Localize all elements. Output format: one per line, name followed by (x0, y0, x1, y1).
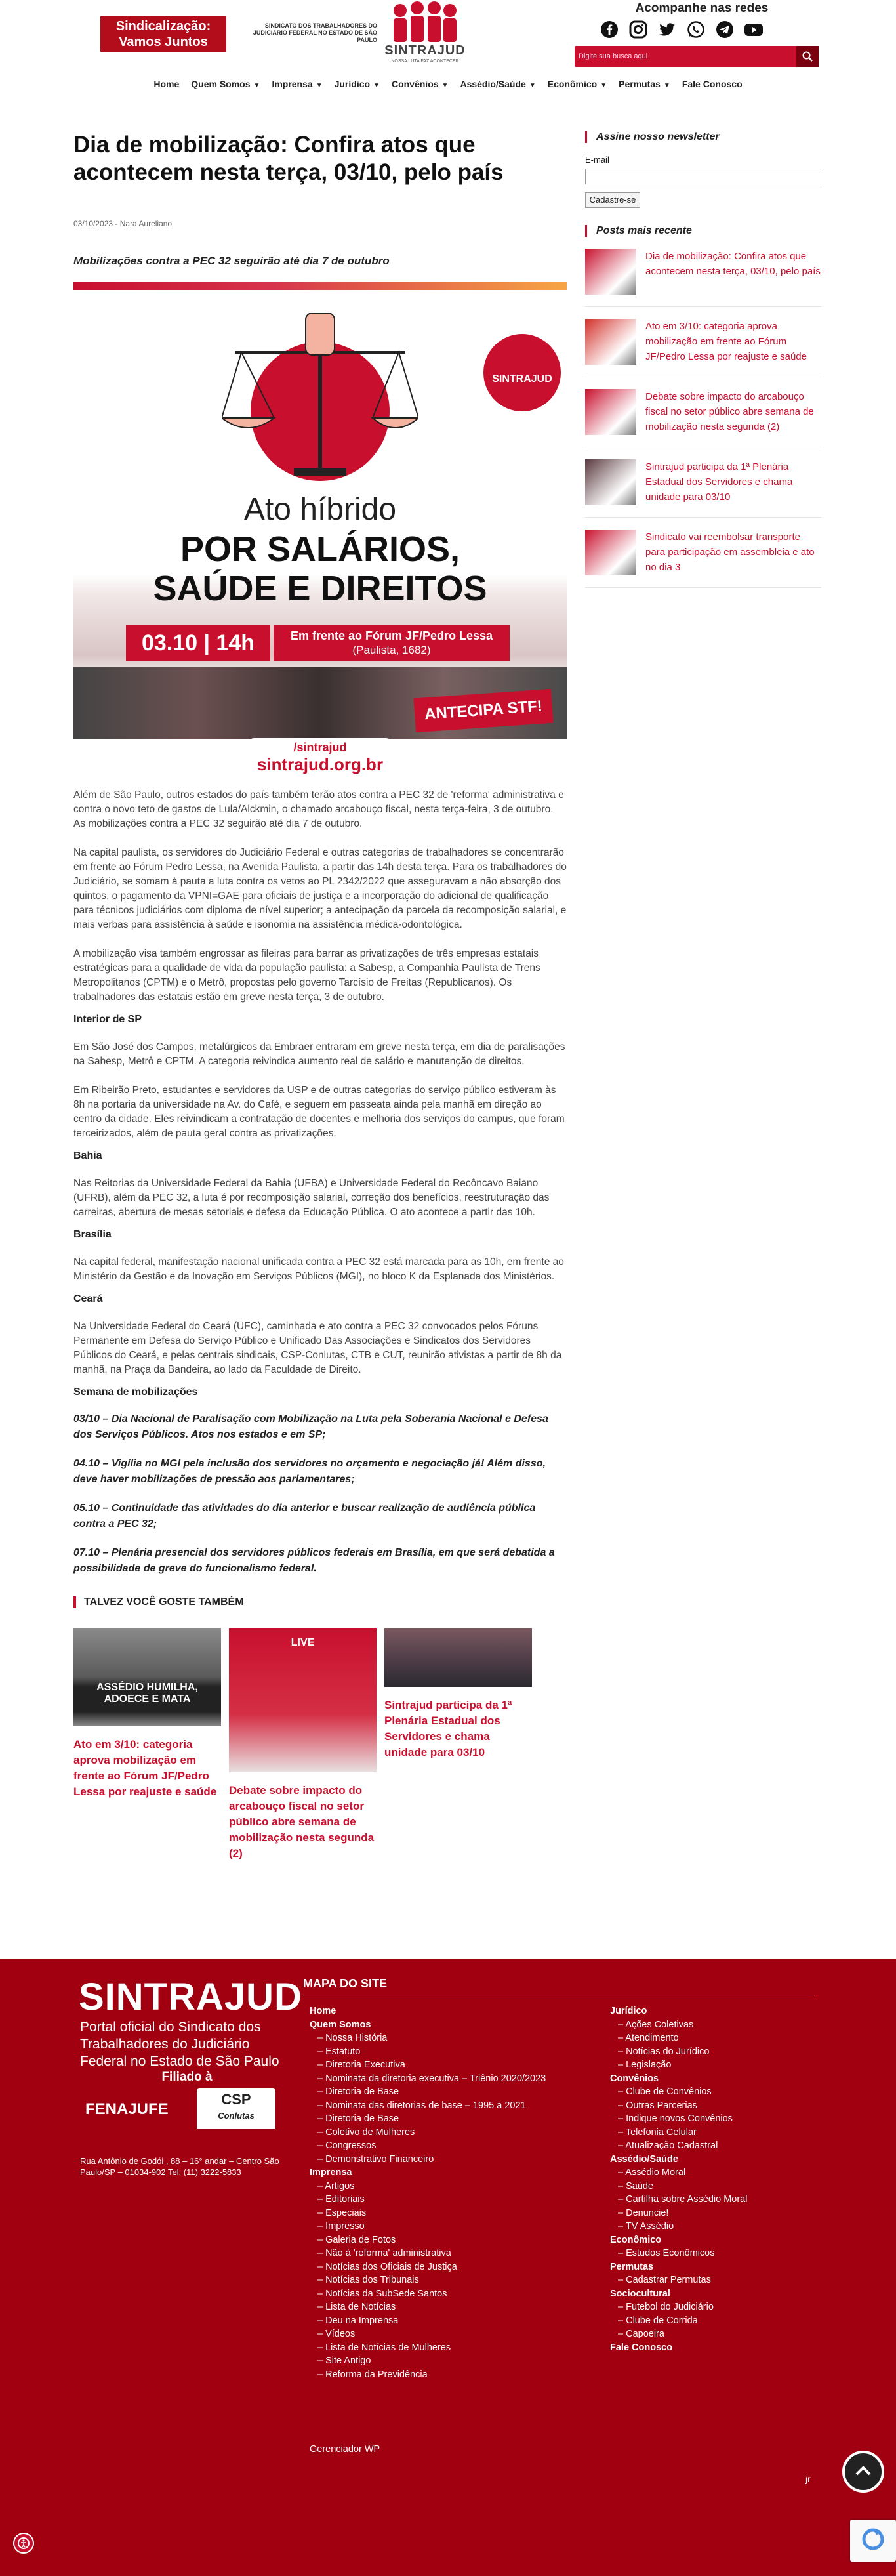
hero-date: 03.10 | 14h (126, 625, 270, 661)
sitemap-link[interactable]: – Editoriais (317, 2194, 365, 2205)
sitemap-link[interactable]: – Notícias dos Tribunais (317, 2275, 419, 2285)
article-meta: 03/10/2023 - Nara Aureliano (73, 219, 173, 228)
hero-line3: SAÚDE E DIREITOS (153, 569, 487, 608)
scales-of-justice-icon (222, 313, 418, 490)
recent-post-thumbnail[interactable] (585, 459, 636, 505)
sitemap-link[interactable]: – Nossa História (317, 2033, 388, 2043)
schedule-item: 03/10 – Dia Nacional de Paralisação com Mobilização na Luta pela Soberania Nacional e Defesa dos Serviços Públicos. Atos nos estados e em SP; (73, 1413, 548, 1440)
nav-item-label: Home (153, 79, 180, 89)
chevron-down-icon: ▼ (529, 82, 536, 89)
sitemap-link[interactable]: – Artigos (317, 2180, 355, 2192)
sitemap-link[interactable]: – Impresso (317, 2221, 365, 2232)
badge-line1: Sindicalização: (115, 19, 211, 33)
recent-post-thumbnail[interactable] (585, 389, 636, 435)
schedule-item: 04.10 – Vigília no MGI pela inclusão dos servidores no orçamento e negociação já! Além disso, deve haver mobilizações de pressão aos parlamentares; (73, 1458, 546, 1485)
article-subtitle: Mobilizações contra a PEC 32 seguirão até dia 7 de outubro (73, 255, 390, 267)
schedule-item: 07.10 – Plenária presencial dos servidores públicos federais em Brasília, em que será debatida a possibilidade de greve do funcionalismo federal. (73, 1547, 555, 1574)
article-body (73, 788, 567, 1577)
sitemap-link[interactable]: – Ações Coletivas (618, 2019, 694, 2030)
badge-line2: Vamos Juntos (119, 35, 208, 49)
recent-post-title[interactable]: Debate sobre impacto do arcabouço fiscal no setor público abre semana de mobilização nesta segunda (2) (645, 391, 814, 432)
chevron-up-icon (853, 2462, 873, 2482)
sitemap-link[interactable]: – Notícias da SubSede Santos (317, 2288, 447, 2299)
logo-slogan: NOSSA LUTA FAZ ACONTECER (391, 59, 459, 64)
sitemap-link[interactable]: – Nominata das diretorias de base – 1995 a 2021 (317, 2100, 526, 2111)
gerenciador-link[interactable]: Gerenciador WP (310, 2444, 380, 2455)
hero-web-box (245, 738, 395, 774)
paragraph: Na Universidade Federal do Ceará (UFC), caminhada e ato contra a PEC 32 convocados pelos Fóruns Permanente em Defesa do Serviço Público e Unificado Das Associações e Sindicatos dos Servidores Públicos do Ceará, e pelas centrais sindicais, CSP-Conlutas, CTB e CUT, reunirão ativistas a partir de 8h da manhã, na Praça da Bandeira, ao lado da Faculdade de Direito. (73, 1321, 562, 1375)
nav-item-label: Jurídico (334, 79, 371, 89)
sitemap-group[interactable]: Econômico (610, 2234, 662, 2245)
paragraph: Nas Reitorias da Universidade Federal da Bahia (UFBA) e Universidade Federal do Recôncavo Baiano (UFRB), além da PEC 32, a luta é por recomposição salarial, correção dos benefícios, reestruturação das carreiras, abertura de mesas setoriais e defesa da Educação Pública. O ato acontece a partir das 10h. (73, 1178, 550, 1218)
sitemap-link[interactable]: – Outras Parcerias (618, 2100, 697, 2111)
sitemap-link[interactable]: – TV Assédio (618, 2221, 674, 2232)
section-heading: Bahia (73, 1150, 102, 1161)
hero-protest-banner: ANTECIPA STF! (413, 689, 553, 733)
sitemap-link[interactable]: – Congressos (317, 2140, 377, 2151)
footer-filiado: Filiado à (161, 2070, 213, 2084)
sitemap-column-1 (310, 2005, 546, 2381)
nav-item-label: Fale Conosco (682, 79, 743, 89)
sitemap-group[interactable]: Sociocultural (610, 2288, 670, 2299)
back-to-top-button[interactable] (842, 2451, 884, 2493)
footer-jr: jr (805, 2474, 811, 2484)
footer-address: Rua Antônio de Godói , 88 – 16° andar – Centro São Paulo/SP – 01034-902 Tel: (11) 3222-5833 (80, 2156, 279, 2177)
sitemap-link[interactable]: – Telefonia Celular (618, 2127, 697, 2138)
recent-post-title[interactable]: Ato em 3/10: categoria aprova mobilização em frente ao Fórum JF/Pedro Lessa por reajuste e saúde (645, 321, 807, 362)
hero-line1: Ato híbrido (243, 492, 397, 527)
sitemap-link[interactable]: – Galeria de Fotos (317, 2234, 396, 2245)
sitemap-link[interactable]: – Assédio Moral (618, 2167, 686, 2178)
related-post-title[interactable]: Sintrajud participa da 1ª Plenária Estadual dos Servidores e chama unidade para 03/10 (384, 1699, 512, 1758)
sitemap-link[interactable]: – Diretoria de Base (317, 2087, 399, 2097)
csp-logo-text: CSP (221, 2091, 251, 2108)
sidebar (585, 131, 821, 588)
sitemap-link[interactable]: – Estatuto (317, 2046, 361, 2057)
section-heading: Ceará (73, 1293, 103, 1304)
nav-item-label: Econômico (547, 79, 598, 89)
nav-item-ass-dio-sa-de[interactable] (460, 79, 535, 89)
search-bar (575, 46, 819, 67)
sitemap-group[interactable]: Permutas (610, 2261, 654, 2272)
sindicalizacao-badge[interactable] (100, 16, 226, 52)
paragraph: Na capital paulista, os servidores do Judiciário Federal e outras categorias de trabalhadores se concentrarão em frente ao Fórum Pedro Lessa, na Avenida Paulista, a partir das 14h desta terça. Para os trabalhadores do Judiciário, se somam à pauta a luta contra os vetos ao PL 2342/2022 que asseguravam a não absorção dos quintos, o pagamento da VPNI=GAE para oficiais de justiça e a incorporação do adicional de qualificação para técnicos judiciários com diploma de nível superior; a antecipação da parcela da recomposição salarial, e mais verbas para assistência à saúde e isonomia na assistência médica-odontológica. (73, 847, 567, 930)
hero-line2: POR SALÁRIOS, (180, 530, 460, 569)
sitemap-link[interactable]: – Cadastrar Permutas (618, 2275, 711, 2285)
nav-item-label: Permutas (619, 79, 661, 89)
sitemap-link[interactable]: – Nominata da diretoria executiva – Triênio 2020/2023 (317, 2073, 546, 2084)
sitemap-link[interactable]: – Coletivo de Mulheres (317, 2127, 415, 2138)
related-post-card[interactable] (229, 1628, 377, 1861)
hero-image (73, 300, 567, 774)
sitemap-link[interactable]: – Saúde (618, 2180, 654, 2192)
sitemap-link[interactable]: – Lista de Notícias (317, 2302, 396, 2312)
chevron-down-icon: ▼ (441, 82, 449, 89)
nav-item-home[interactable] (153, 79, 179, 89)
section-heading: Interior de SP (73, 1014, 142, 1025)
related-post-title[interactable]: Debate sobre impacto do arcabouço fiscal no setor público abre semana de mobilização nesta segunda (2) (229, 1784, 375, 1859)
sitemap-group[interactable]: Fale Conosco (610, 2342, 673, 2353)
hero-logo-circle: SINTRAJUD (483, 334, 561, 411)
sitemap-link[interactable]: – Atendimento (618, 2033, 679, 2043)
search-button[interactable] (796, 46, 819, 67)
sitemap-link[interactable]: – Cartilha sobre Assédio Moral (618, 2194, 748, 2205)
related-post-card[interactable] (73, 1628, 221, 1861)
sitemap-link[interactable]: – Site Antigo (317, 2356, 371, 2366)
sitemap-link[interactable]: – Capoeira (618, 2329, 664, 2339)
sitemap-link[interactable]: – Vídeos (317, 2329, 356, 2339)
subscribe-button[interactable]: Cadastre-se (585, 192, 640, 208)
paragraph: A mobilização visa também engrossar as fileiras para barrar as privatizações de três empresas estatais estratégicas para a qualidade de vida da população paulista: a Sabesp, a Companhia Paulista de Trens Metropolitanos (CPTM) e o Metrô, propostas pelo governo Tarcísio de Freitas (Republicanos). Os trabalhadores das estatais estão em greve nesta terça, 3 de outubro. (73, 948, 540, 1003)
chevron-down-icon: ▼ (600, 82, 607, 89)
sitemap-link[interactable]: – Não à 'reforma' administrativa (317, 2248, 451, 2258)
article (73, 131, 567, 1861)
whatsapp-icon[interactable] (686, 20, 706, 39)
recent-post-thumbnail[interactable] (585, 249, 636, 295)
related-post-image[interactable] (73, 1628, 221, 1726)
sitemap-link[interactable]: – Reforma da Previdência (317, 2369, 428, 2380)
nav-item-conv-nios[interactable] (392, 79, 448, 89)
related-post-card[interactable] (384, 1628, 532, 1861)
sitemap-link[interactable]: – Notícias do Jurídico (618, 2046, 710, 2057)
recent-post-thumbnail[interactable] (585, 319, 636, 365)
site-header (0, 0, 896, 105)
related-post-image-text: ASSÉDIO HUMILHA, ADOECE E MATA (96, 1682, 198, 1705)
recent-post-item[interactable] (585, 237, 821, 307)
recent-post-title[interactable]: Sindicato vai reembolsar transporte para participação em assembleia e ato no dia 3 (645, 531, 815, 573)
recaptcha-badge[interactable] (850, 2520, 896, 2562)
nav-item-jur-dico[interactable] (335, 79, 380, 89)
recent-post-item[interactable] (585, 307, 821, 377)
sitemap-link[interactable]: – Legislação (618, 2060, 672, 2070)
recent-post-item[interactable] (585, 518, 821, 588)
hero-location-sub: (Paulista, 1682) (352, 644, 431, 656)
recent-post-title[interactable]: Sintrajud participa da 1ª Plenária Estadual dos Servidores e chama unidade para 03/10 (645, 461, 793, 503)
article-title: Dia de mobilização: Confira atos que acontecem nesta terça, 03/10, pelo país (73, 132, 504, 185)
search-icon (802, 51, 813, 62)
twitter-icon[interactable] (657, 20, 677, 39)
recent-posts-title: Posts mais recente (585, 225, 821, 237)
paragraph: Na capital federal, manifestação nacional unificada contra a PEC 32 está marcada para as 10h, em frente ao Ministério da Gestão e da Inovação em Serviços Públicos (MGI), no bloco K da Esplanada dos Ministérios. (73, 1257, 564, 1282)
section-heading: Semana de mobilizações (73, 1386, 198, 1398)
sitemap-group[interactable]: Imprensa (310, 2167, 352, 2178)
csp-logo-sub: Conlutas (218, 2111, 255, 2121)
chevron-down-icon: ▼ (663, 82, 670, 89)
recent-posts-list (585, 237, 821, 588)
chevron-down-icon: ▼ (316, 82, 323, 89)
related-post-image[interactable] (229, 1628, 377, 1772)
paragraph: Em Ribeirão Preto, estudantes e servidores da USP e de outras categorias do serviço público estiveram às 8h na portaria da universidade na Av. do Café, e seguem em passeata ainda pela manhã em direção ao centro da cidade. Eles reivindicam a contratação de docentes e melhoria dos serviços do campus, que foram terceirizados, além de pauta geral contra as privatizações. (73, 1085, 565, 1139)
recaptcha-icon (860, 2526, 886, 2552)
sitemap-link[interactable]: – Diretoria Executiva (317, 2060, 405, 2070)
logo-name: SINTRAJUD (384, 43, 466, 58)
related-post-image[interactable] (384, 1628, 532, 1687)
logo-text: SINDICATO DOS TRABALHADORES DO JUDICIÁRIO FEDERAL NO ESTADO DE SÃO PAULO (253, 22, 377, 43)
nav-item-label: Convênios (391, 79, 439, 89)
sitemap-link[interactable]: – Especiais (317, 2207, 367, 2218)
sitemap-link[interactable]: – Deu na Imprensa (317, 2315, 399, 2326)
paragraph: Em São José dos Campos, metalúrgicos da Embraer entraram em greve nesta terça, em dia de paralisações na Sabesp, Metrô e CPTM. A categoria reivindica aumento real de salário e manutenção de direitos. (73, 1041, 565, 1067)
related-posts (73, 1628, 567, 1861)
instagram-icon[interactable] (628, 20, 648, 39)
sitemap-link[interactable]: – Diretoria de Base (317, 2113, 399, 2124)
section-heading: Brasília (73, 1229, 112, 1240)
nav-item-label: Quem Somos (191, 79, 251, 89)
chevron-down-icon: ▼ (373, 82, 380, 89)
sitemap-link[interactable]: – Denuncie! (618, 2207, 669, 2218)
nav-item-fale-conosco[interactable] (682, 79, 743, 89)
sitemap-link[interactable]: – Futebol do Judiciário (618, 2302, 714, 2312)
fenajufe-logo[interactable]: FENAJUFE (85, 2100, 169, 2118)
sitemap-group[interactable]: Quem Somos (310, 2019, 371, 2030)
accessibility-icon (17, 2537, 30, 2550)
hero-web-site: sintrajud.org.br (256, 755, 384, 774)
email-field[interactable] (585, 169, 821, 184)
hero-web-handle: /sintrajud (293, 741, 347, 754)
sitemap-link[interactable]: – Atualização Cadastral (618, 2140, 718, 2151)
social-icons (600, 20, 764, 39)
related-title: TALVEZ VOCÊ GOSTE TAMBÉM (73, 1596, 567, 1608)
social-title: Acompanhe nas redes (635, 1, 769, 15)
sitemap-link[interactable]: – Notícias dos Oficiais de Justiça (317, 2261, 457, 2272)
nav-item-permutas[interactable] (619, 79, 670, 89)
recent-post-thumbnail[interactable] (585, 530, 636, 575)
recent-post-title[interactable]: Dia de mobilização: Confira atos que acontecem nesta terça, 03/10, pelo país (645, 251, 821, 277)
footer-brand: SINTRAJUD (79, 1976, 302, 2018)
sitemap-link[interactable]: – Demonstrativo Financeiro (317, 2153, 434, 2165)
hero-location (274, 625, 510, 661)
hero-headline (73, 530, 567, 608)
sitemap-link[interactable]: – Estudos Econômicos (618, 2248, 715, 2258)
sitemap-title: MAPA DO SITE (303, 1977, 815, 1995)
nav-item-econ-mico[interactable] (548, 79, 607, 89)
hero-location-main: Em frente ao Fórum JF/Pedro Lessa (290, 629, 493, 642)
accessibility-button[interactable] (13, 2533, 34, 2554)
sitemap-link[interactable]: – Indique novos Convênios (618, 2113, 733, 2124)
schedule-item: 05.10 – Continuidade das atividades do dia anterior e buscar realização de audiência pública contra a PEC 32; (73, 1503, 536, 1529)
sitemap-column-2 (610, 2005, 747, 2354)
nav-item-quem-somos[interactable] (191, 79, 260, 89)
nav-item-label: Imprensa (272, 79, 313, 89)
telegram-icon[interactable] (715, 20, 735, 39)
related-post-title[interactable]: Ato em 3/10: categoria aprova mobilização em frente ao Fórum JF/Pedro Lessa por reajuste e saúde (73, 1738, 217, 1798)
gradient-divider (73, 282, 567, 290)
sitemap-group[interactable]: Convênios (610, 2073, 659, 2084)
recent-post-item[interactable] (585, 447, 821, 518)
sitemap-group[interactable]: Assédio/Saúde (610, 2153, 678, 2165)
sitemap-link[interactable]: – Clube de Corrida (618, 2315, 698, 2326)
sitemap-group[interactable]: Home (310, 2006, 336, 2016)
nav-item-imprensa[interactable] (272, 79, 322, 89)
footer-description: Portal oficial do Sindicato dos Trabalhadores do Judiciário Federal no Estado de São Paulo (80, 2020, 279, 2069)
nav-item-label: Assédio/Saúde (460, 79, 526, 89)
email-label: E-mail (585, 155, 609, 165)
search-input[interactable] (579, 49, 792, 64)
newsletter-title: Assine nosso newsletter (585, 131, 821, 143)
site-footer (0, 1959, 896, 2576)
sitemap-link[interactable]: – Clube de Convênios (618, 2087, 712, 2097)
facebook-icon[interactable] (600, 20, 619, 39)
related-post-image-text: LIVE (291, 1637, 315, 1648)
main-nav (0, 79, 896, 89)
sitemap-group[interactable]: Jurídico (610, 2006, 647, 2016)
paragraph: Além de São Paulo, outros estados do país também terão atos contra a PEC 32 de 'reforma' administrativa e contra o novo teto de gastos de Lula/Alckmin, o chamado arcabouço fiscal, nesta terça-feira, 3 de outubro. As mobilizações contra a PEC 32 seguirão até dia 7 de outubro. (73, 789, 564, 829)
csp-conlutas-logo[interactable] (197, 2088, 275, 2129)
chevron-down-icon: ▼ (253, 82, 260, 89)
sitemap-link[interactable]: – Lista de Notícias de Mulheres (317, 2342, 451, 2353)
recent-post-item[interactable] (585, 377, 821, 447)
youtube-icon[interactable] (744, 20, 764, 39)
